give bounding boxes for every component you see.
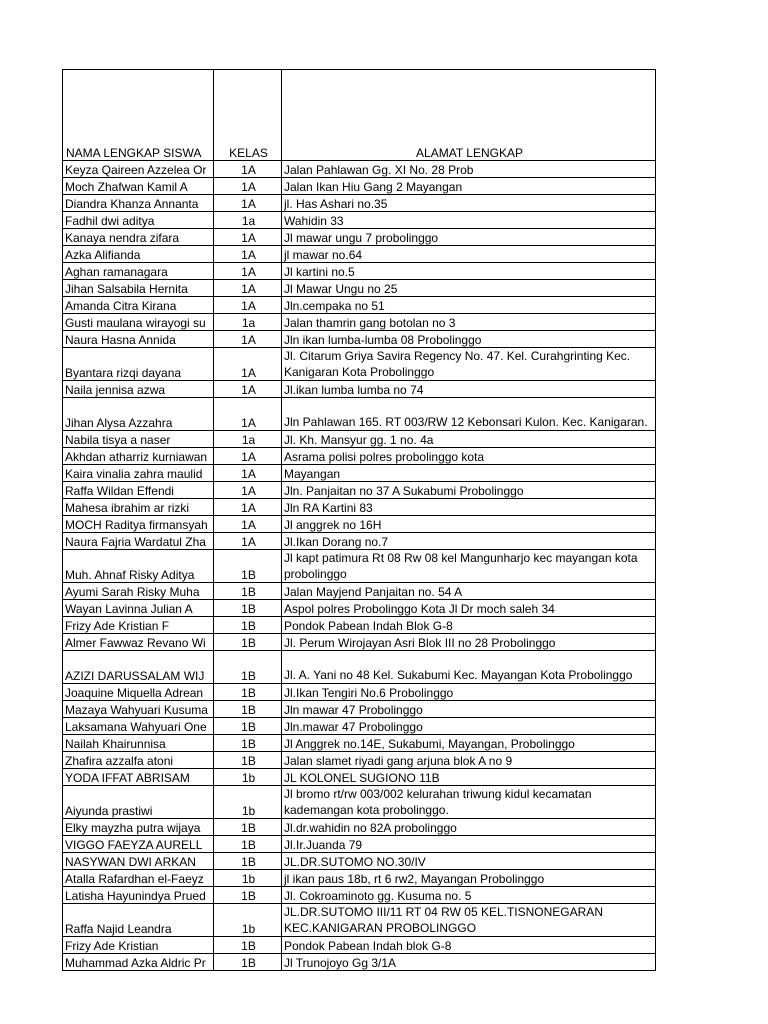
address-cell: JL.DR.SUTOMO NO.30/IV bbox=[282, 853, 656, 870]
address-cell: Jln ikan lumba-lumba 08 Probolinggo bbox=[282, 331, 656, 348]
class-cell: 1B bbox=[214, 937, 282, 954]
address-cell: Pondok Pabean Indah Blok G-8 bbox=[282, 617, 656, 634]
class-cell: 1B bbox=[214, 617, 282, 634]
class-cell: 1b bbox=[214, 904, 282, 937]
address-cell: Jalan Pahlawan Gg. XI No. 28 Prob bbox=[282, 161, 656, 178]
student-name-cell: Joaquine Miquella Adrean bbox=[63, 684, 214, 701]
address-cell: Jl. Perum Wirojayan Asri Blok III no 28 Probolinggo bbox=[282, 634, 656, 651]
address-cell: Jl.Ir.Juanda 79 bbox=[282, 836, 656, 853]
class-cell: 1A bbox=[214, 348, 282, 381]
student-name-cell: Frizy Ade Kristian bbox=[63, 937, 214, 954]
address-cell: JL.DR.SUTOMO III/11 RT 04 RW 05 KEL.TISNONEGARAN KEC.KANIGARAN PROBOLINGGO bbox=[282, 904, 656, 937]
table-row bbox=[63, 465, 656, 482]
table-row bbox=[63, 735, 656, 752]
address-cell: Jln. Panjaitan no 37 A Sukabumi Probolinggo bbox=[282, 482, 656, 499]
header-alamat: ALAMAT LENGKAP bbox=[282, 70, 656, 161]
table-row bbox=[63, 752, 656, 769]
address-cell: Jalan Ikan Hiu Gang 2 Mayangan bbox=[282, 178, 656, 195]
class-cell: 1A bbox=[214, 533, 282, 550]
student-name-cell: Almer Fawwaz Revano Wi bbox=[63, 634, 214, 651]
table-row bbox=[63, 297, 656, 314]
table-row bbox=[63, 684, 656, 701]
class-cell: 1a bbox=[214, 212, 282, 229]
address-cell: Jln Pahlawan 165. RT 003/RW 12 Kebonsari Kulon. Kec. Kanigaran. bbox=[282, 398, 656, 431]
class-cell: 1A bbox=[214, 178, 282, 195]
student-name-cell: Aghan ramanagara bbox=[63, 263, 214, 280]
address-cell: Jl. Citarum Griya Savira Regency No. 47. Kel. Curahgrinting Kec. Kanigaran Kota Probolinggo bbox=[282, 348, 656, 381]
address-cell: Jl. Cokroaminoto gg. Kusuma no. 5 bbox=[282, 887, 656, 904]
student-name-cell: Muhammad Azka Aldric Pr bbox=[63, 954, 214, 971]
student-name-cell: Diandra Khanza Annanta bbox=[63, 195, 214, 212]
student-name-cell: Raffa Wildan Effendi bbox=[63, 482, 214, 499]
student-name-cell: Gusti maulana wirayogi su bbox=[63, 314, 214, 331]
address-cell: Wahidin 33 bbox=[282, 212, 656, 229]
student-name-cell: Jihan Salsabila Hernita bbox=[63, 280, 214, 297]
address-cell: Aspol polres Probolinggo Kota Jl Dr moch saleh 34 bbox=[282, 600, 656, 617]
address-cell: Jl Mawar Ungu no 25 bbox=[282, 280, 656, 297]
address-cell: Jl mawar ungu 7 probolinggo bbox=[282, 229, 656, 246]
address-cell: Jl Anggrek no.14E, Sukabumi, Mayangan, Probolinggo bbox=[282, 735, 656, 752]
address-cell: Jln.mawar 47 Probolinggo bbox=[282, 718, 656, 735]
table-row bbox=[63, 499, 656, 516]
table-row bbox=[63, 937, 656, 954]
class-cell: 1B bbox=[214, 954, 282, 971]
table-row bbox=[63, 786, 656, 819]
address-cell: Jl kartini no.5 bbox=[282, 263, 656, 280]
table-row bbox=[63, 348, 656, 381]
table-row bbox=[63, 195, 656, 212]
student-name-cell: Nailah Khairunnisa bbox=[63, 735, 214, 752]
class-cell: 1a bbox=[214, 431, 282, 448]
class-cell: 1A bbox=[214, 280, 282, 297]
class-cell: 1B bbox=[214, 735, 282, 752]
address-cell: Jl kapt patimura Rt 08 Rw 08 kel Mangunharjo kec mayangan kota probolinggo bbox=[282, 550, 656, 583]
class-cell: 1b bbox=[214, 769, 282, 786]
header-name: NAMA LENGKAP SISWA bbox=[63, 70, 214, 161]
table-row bbox=[63, 600, 656, 617]
class-cell: 1A bbox=[214, 482, 282, 499]
class-cell: 1A bbox=[214, 195, 282, 212]
table-row bbox=[63, 229, 656, 246]
address-cell: Jln.cempaka no 51 bbox=[282, 297, 656, 314]
table-row bbox=[63, 212, 656, 229]
table-row bbox=[63, 819, 656, 836]
address-cell: Jl anggrek no 16H bbox=[282, 516, 656, 533]
table-row bbox=[63, 701, 656, 718]
class-cell: 1A bbox=[214, 499, 282, 516]
address-cell: Jl.dr.wahidin no 82A probolinggo bbox=[282, 819, 656, 836]
student-name-cell: Frizy Ade Kristian F bbox=[63, 617, 214, 634]
address-cell: JL KOLONEL SUGIONO 11B bbox=[282, 769, 656, 786]
student-name-cell: Naila jennisa azwa bbox=[63, 381, 214, 398]
class-cell: 1A bbox=[214, 516, 282, 533]
address-cell: jl. Has Ashari no.35 bbox=[282, 195, 656, 212]
table-row bbox=[63, 314, 656, 331]
student-name-cell: Raffa Najid Leandra bbox=[63, 904, 214, 937]
class-cell: 1b bbox=[214, 870, 282, 887]
student-name-cell: Naura Hasna Annida bbox=[63, 331, 214, 348]
class-cell: 1B bbox=[214, 887, 282, 904]
address-cell: Jl.Ikan Tengiri No.6 Probolinggo bbox=[282, 684, 656, 701]
table-row bbox=[63, 870, 656, 887]
table-row bbox=[63, 533, 656, 550]
student-name-cell: Atalla Rafardhan el-Faeyz bbox=[63, 870, 214, 887]
student-name-cell: NASYWAN DWI ARKAN bbox=[63, 853, 214, 870]
student-name-cell: Muh. Ahnaf Risky Aditya bbox=[63, 550, 214, 583]
class-cell: 1B bbox=[214, 651, 282, 684]
class-cell: 1B bbox=[214, 718, 282, 735]
class-cell: 1A bbox=[214, 297, 282, 314]
student-name-cell: Zhafira azzalfa atoni bbox=[63, 752, 214, 769]
student-name-cell: Aiyunda prastiwi bbox=[63, 786, 214, 819]
student-name-cell: Latisha Hayunindya Prued bbox=[63, 887, 214, 904]
student-name-cell: MOCH Raditya firmansyah bbox=[63, 516, 214, 533]
table-row bbox=[63, 583, 656, 600]
student-name-cell: Laksamana Wahyuari One bbox=[63, 718, 214, 735]
address-cell: Jl.Ikan Dorang no.7 bbox=[282, 533, 656, 550]
class-cell: 1B bbox=[214, 853, 282, 870]
table-row bbox=[63, 280, 656, 297]
address-cell: Asrama polisi polres probolinggo kota bbox=[282, 448, 656, 465]
table-row bbox=[63, 634, 656, 651]
student-name-cell: Kanaya nendra zifara bbox=[63, 229, 214, 246]
class-cell: 1B bbox=[214, 684, 282, 701]
student-name-cell: YODA IFFAT ABRISAM bbox=[63, 769, 214, 786]
class-cell: 1A bbox=[214, 263, 282, 280]
class-cell: 1B bbox=[214, 701, 282, 718]
address-cell: Jalan slamet riyadi gang arjuna blok A no 9 bbox=[282, 752, 656, 769]
student-name-cell: Keyza Qaireen Azzelea Or bbox=[63, 161, 214, 178]
table-row bbox=[63, 381, 656, 398]
address-cell: jl mawar no.64 bbox=[282, 246, 656, 263]
table-row bbox=[63, 617, 656, 634]
table-row bbox=[63, 769, 656, 786]
student-name-cell: Elky mayzha putra wijaya bbox=[63, 819, 214, 836]
student-name-cell: VIGGO FAEYZA AURELL bbox=[63, 836, 214, 853]
table-row bbox=[63, 431, 656, 448]
class-cell: 1A bbox=[214, 448, 282, 465]
table-row bbox=[63, 651, 656, 684]
student-name-cell: Mahesa ibrahim ar rizki bbox=[63, 499, 214, 516]
table-row bbox=[63, 246, 656, 263]
address-cell: Jl Trunojoyo Gg 3/1A bbox=[282, 954, 656, 971]
class-cell: 1B bbox=[214, 819, 282, 836]
header-kelas: KELAS bbox=[214, 70, 282, 161]
header-row bbox=[63, 70, 656, 161]
student-name-cell: Naura Fajria Wardatul Zha bbox=[63, 533, 214, 550]
class-cell: 1A bbox=[214, 465, 282, 482]
class-cell: 1A bbox=[214, 229, 282, 246]
class-cell: 1a bbox=[214, 314, 282, 331]
address-cell: Jalan Mayjend Panjaitan no. 54 A bbox=[282, 583, 656, 600]
student-name-cell: Mazaya Wahyuari Kusuma bbox=[63, 701, 214, 718]
student-name-cell: Byantara rizqi dayana bbox=[63, 348, 214, 381]
student-name-cell: Nabila tisya a naser bbox=[63, 431, 214, 448]
address-cell: Jalan thamrin gang botolan no 3 bbox=[282, 314, 656, 331]
table-row bbox=[63, 482, 656, 499]
table-row bbox=[63, 398, 656, 431]
class-cell: 1A bbox=[214, 381, 282, 398]
class-cell: 1A bbox=[214, 331, 282, 348]
class-cell: 1B bbox=[214, 836, 282, 853]
table-row bbox=[63, 954, 656, 971]
student-name-cell: Kaira vinalia zahra maulid bbox=[63, 465, 214, 482]
table-row bbox=[63, 836, 656, 853]
address-cell: Jl. Kh. Mansyur gg. 1 no. 4a bbox=[282, 431, 656, 448]
class-cell: 1A bbox=[214, 398, 282, 431]
table-row bbox=[63, 550, 656, 583]
student-name-cell: Ayumi Sarah Risky Muha bbox=[63, 583, 214, 600]
address-cell: Jl bromo rt/rw 003/002 kelurahan triwung kidul kecamatan kademangan kota probolinggo. bbox=[282, 786, 656, 819]
table-row bbox=[63, 887, 656, 904]
student-name-cell: Jihan Alysa Azzahra bbox=[63, 398, 214, 431]
address-cell: Pondok Pabean Indah blok G-8 bbox=[282, 937, 656, 954]
class-cell: 1B bbox=[214, 583, 282, 600]
table-row bbox=[63, 331, 656, 348]
student-name-cell: Fadhil dwi aditya bbox=[63, 212, 214, 229]
student-name-cell: AZIZI DARUSSALAM WIJ bbox=[63, 651, 214, 684]
table-row bbox=[63, 904, 656, 937]
class-cell: 1A bbox=[214, 246, 282, 263]
class-cell: 1B bbox=[214, 634, 282, 651]
table-row bbox=[63, 178, 656, 195]
class-cell: 1b bbox=[214, 786, 282, 819]
student-name-cell: Azka Alifianda bbox=[63, 246, 214, 263]
class-cell: 1B bbox=[214, 550, 282, 583]
table-row bbox=[63, 516, 656, 533]
table-row bbox=[63, 263, 656, 280]
address-cell: Mayangan bbox=[282, 465, 656, 482]
address-cell: jl ikan paus 18b, rt 6 rw2, Mayangan Probolinggo bbox=[282, 870, 656, 887]
student-name-cell: Moch Zhafwan Kamil A bbox=[63, 178, 214, 195]
table-row bbox=[63, 853, 656, 870]
class-cell: 1B bbox=[214, 600, 282, 617]
table-row bbox=[63, 161, 656, 178]
table-row bbox=[63, 718, 656, 735]
address-cell: Jl. A. Yani no 48 Kel. Sukabumi Kec. Mayangan Kota Probolinggo bbox=[282, 651, 656, 684]
class-cell: 1B bbox=[214, 752, 282, 769]
student-table bbox=[62, 69, 656, 971]
student-name-cell: Wayan Lavinna Julian A bbox=[63, 600, 214, 617]
address-cell: Jln mawar 47 Probolinggo bbox=[282, 701, 656, 718]
table-row bbox=[63, 448, 656, 465]
address-cell: Jl.ikan lumba lumba no 74 bbox=[282, 381, 656, 398]
student-name-cell: Amanda Citra Kirana bbox=[63, 297, 214, 314]
class-cell: 1A bbox=[214, 161, 282, 178]
address-cell: Jln RA Kartini 83 bbox=[282, 499, 656, 516]
student-name-cell: Akhdan atharriz kurniawan bbox=[63, 448, 214, 465]
